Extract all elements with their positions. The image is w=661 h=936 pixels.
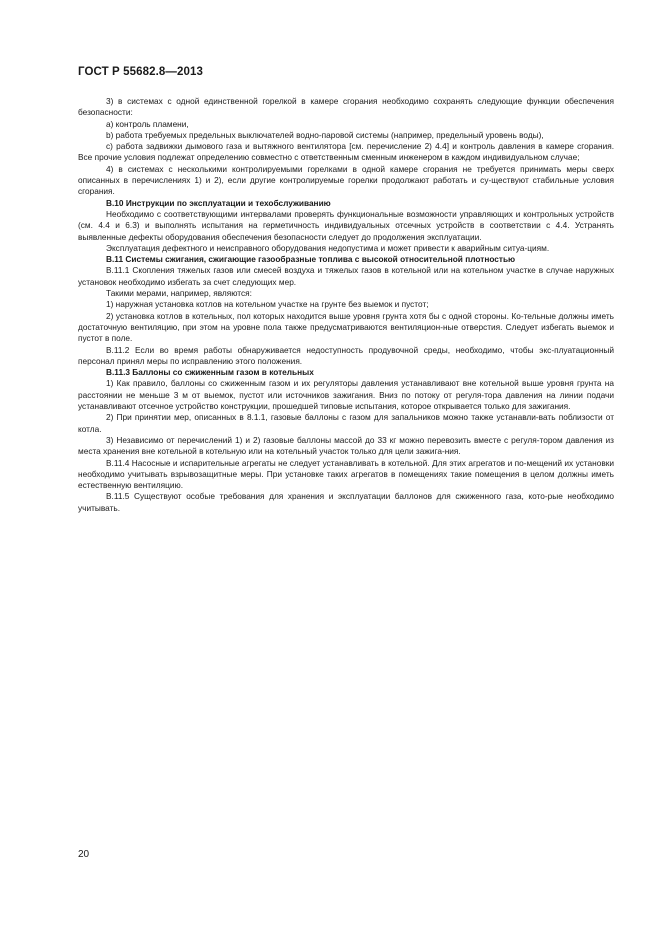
section-heading: В.11 Системы сжигания, сжигающие газообразные топлива с высокой относительной плотностью bbox=[106, 254, 516, 265]
paragraph: 1) наружная установка котлов на котельном участке на грунте без выемок и пустот; bbox=[106, 299, 429, 310]
paragraph: В.11.4 Насосные и испарительные агрегаты не следует устанавливать в котельной. Для этих агрегатов и по-мещений их установки необходимо учитывать взрывозащитные меры. При установке таких агрегатов в помещениях такие помещения в целом должны иметь естественную вентиляцию. bbox=[78, 457, 614, 491]
paragraph: Эксплуатация дефектного и неисправного оборудования недопустима и может привести к аварийным ситуа-циям. bbox=[106, 242, 550, 253]
paragraph: c) работа задвижки дымового газа и вытяжного вентилятора [см. перечисление 2) 4.4] и контроль давления в камере сгорания. Все прочие условия подлежат определению совместно с ответственным сменным инженером в каждом индивидуальном случае; bbox=[78, 141, 614, 163]
paragraph: a) контроль пламени, bbox=[106, 118, 189, 129]
paragraph: b) работа требуемых предельных выключателей водно-паровой системы (например, предельный уровень воды), bbox=[106, 129, 544, 140]
paragraph: 1) Как правило, баллоны со сжиженным газом и их регуляторы давления устанавливают вне котельной выше уровня грунта на расстоянии не меньше 3 м от выемок, пустот или источников зажигания. Вниз по потоку от регуля-тора давления на линии подачи устанавливают отсечное устройство конструкции, прошедшей типовые испытания, которое открывается только для зажигания. bbox=[78, 378, 614, 412]
paragraph: В.11.2 Если во время работы обнаруживается недоступность продувочной среды, необходимо, чтобы экс-плуатационный персонал принял меры по исправлению этого положения. bbox=[78, 344, 614, 366]
paragraph: 2) При принятии мер, описанных в 8.1.1, газовые баллоны с газом для запальников можно также устанавли-вать поблизости от котла. bbox=[78, 412, 614, 434]
paragraph: Необходимо с соответствующими интервалами проверять функциональные возможности управляющих и контрольных устройств (см. 4.4 и 6.3) и выполнять испытания на герметичность индивидуальных отсечных устройств в соответствии с 4.4. Устранять выявленные дефекты оборудования обеспечения безопасности следует до продолжения эксплуатации. bbox=[78, 208, 614, 242]
document-body bbox=[78, 96, 614, 514]
document-code-header: ГОСТ Р 55682.8—2013 bbox=[78, 66, 203, 78]
paragraph: 2) установка котлов в котельных, пол которых находится выше уровня грунта хотя бы с одной стороны. Ко-тельные должны иметь достаточную вентиляцию, при этом на уровне пола также предусматриваются вентиляцион-ные отверстия. Следует избегать выемок и пустот в поле. bbox=[78, 310, 614, 344]
paragraph: 3) Независимо от перечислений 1) и 2) газовые баллоны массой до 33 кг можно перевозить вместе с регуля-тором давления из места хранения вне котельной в котельную или на котельный участок только для цели зажига-ния. bbox=[78, 434, 614, 457]
paragraph: 4) в системах с несколькими контролируемыми горелками в одной камере сгорания не требуется принимать меры сверх описанных в перечислениях 1) и 2), если другие контролируемые горелки продолжают работать и су-ществуют стабильные условия сгорания. bbox=[78, 163, 614, 197]
paragraph: 3) в системах с одной единственной горелкой в камере сгорания необходимо сохранять следующие функции обеспечения безопасности: bbox=[78, 96, 614, 118]
section-heading: В.10 Инструкции по эксплуатации и техобслуживанию bbox=[106, 197, 331, 208]
section-heading: В.11.3 Баллоны со сжиженным газом в котельных bbox=[106, 367, 314, 378]
paragraph: Такими мерами, например, являются: bbox=[106, 288, 252, 299]
page-number: 20 bbox=[78, 849, 90, 860]
paragraph: В.11.5 Существуют особые требования для хранения и эксплуатации баллонов для сжиженного газа, кото-рые необходимо учитывать. bbox=[78, 491, 614, 513]
paragraph: В.11.1 Скопления тяжелых газов или смесей воздуха и тяжелых газов в котельной или на котельном участке в случае наружных установок необходимо избегать за счет следующих мер. bbox=[78, 265, 614, 287]
